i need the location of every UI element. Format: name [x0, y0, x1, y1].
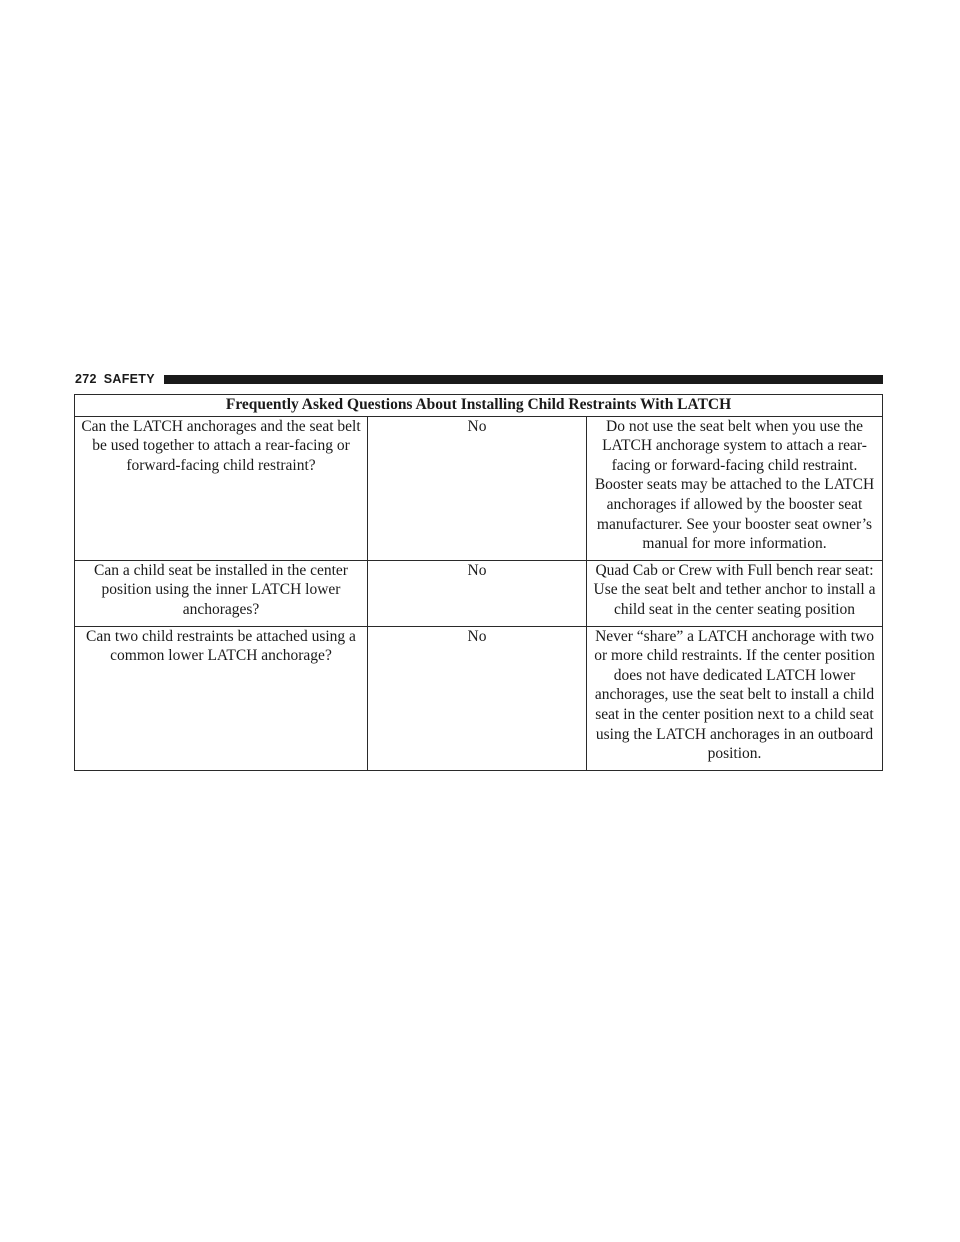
page-header [75, 372, 883, 386]
note-text: Never “share” a LATCH anchorage with two or more child restraints. If the center position does not have dedicated LATCH lower anchorages, use the seat belt to install a child seat in the center position next to a child seat using the LATCH anchorages in an outboard position. [594, 627, 875, 763]
answer-cell: No [368, 626, 587, 770]
page-number: 272 [75, 372, 97, 386]
note-text: Do not use the seat belt when you use the LATCH anchorage system to attach a rear-facing or forward-facing child restraint. [602, 417, 867, 474]
table-row [75, 416, 883, 560]
note-text: Quad Cab or Crew with Full bench rear seat: Use the seat belt and tether anchor to install a child seat in the center seating position [593, 561, 876, 618]
table-row [75, 560, 883, 626]
question-cell: Can the LATCH anchorages and the seat belt be used together to attach a rear-facing or forward-facing child restraint? [75, 416, 368, 560]
faq-table [74, 394, 883, 771]
table-title-row [75, 395, 883, 417]
table-row [75, 626, 883, 770]
notes-cell [587, 416, 883, 560]
section-title: SAFETY [103, 372, 155, 386]
header-rule [164, 375, 883, 384]
notes-cell [587, 560, 883, 626]
answer-cell: No [368, 416, 587, 560]
answer-cell: No [368, 560, 587, 626]
table-title: Frequently Asked Questions About Installing Child Restraints With LATCH [75, 395, 883, 417]
question-cell: Can a child seat be installed in the center position using the inner LATCH lower anchorages? [75, 560, 368, 626]
note-text: Booster seats may be attached to the LATCH anchorages if allowed by the booster seat manufacturer. See your booster seat owner’s manual for more information. [594, 476, 875, 553]
notes-cell [587, 626, 883, 770]
question-cell: Can two child restraints be attached using a common lower LATCH anchorage? [75, 626, 368, 770]
